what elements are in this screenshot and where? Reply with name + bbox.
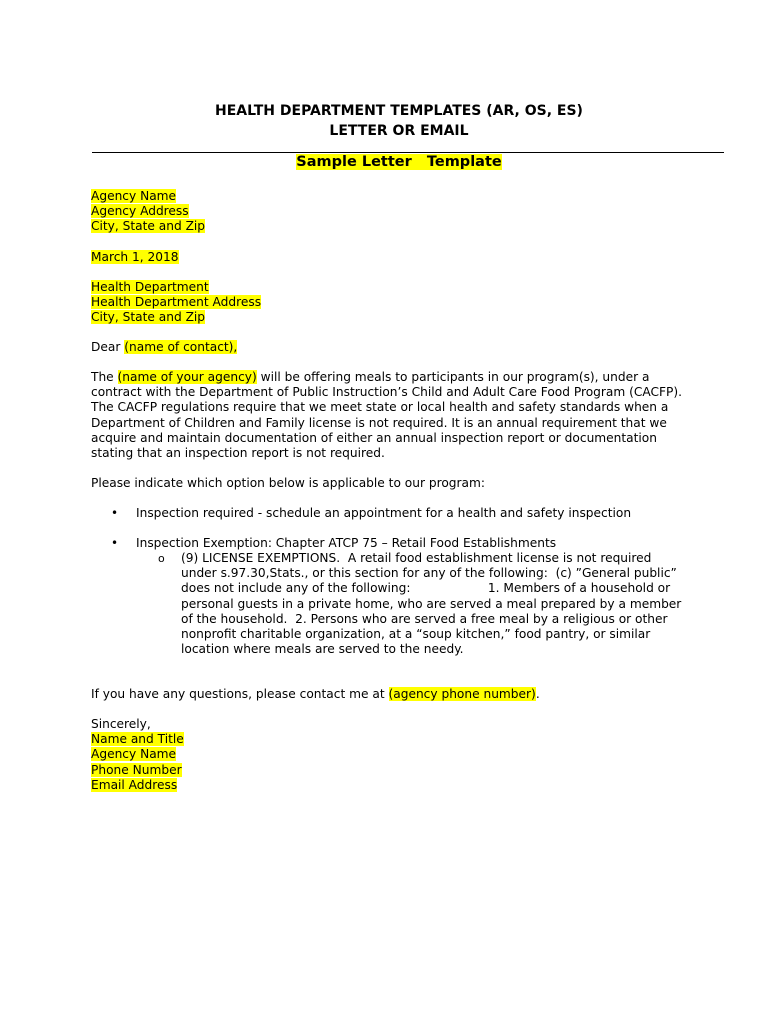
sender-block xyxy=(91,189,205,235)
exemption-line: (9) LICENSE EXEMPTIONS. A retail food establishment license is not required xyxy=(181,551,652,565)
letter-date xyxy=(91,250,179,265)
exemption-line: under s.97.30,Stats., or this section for any of the following: (c) ”General public” xyxy=(181,566,677,581)
bullet-icon: • xyxy=(111,536,119,550)
sender-city: City, State and Zip xyxy=(91,219,206,234)
paragraph-intro-rest: will be offering meals to participants in our program(s), under a xyxy=(256,370,650,384)
closing-name-title: Name and Title xyxy=(91,732,184,747)
contact-paragraph xyxy=(91,687,540,702)
exemption-line: location where meals are served to the needy. xyxy=(181,642,464,657)
template-title-text: Sample Letter Template xyxy=(296,154,502,170)
option-inspection-exemption: Inspection Exemption: Chapter ATCP 75 – Retail Food Establishments xyxy=(136,536,557,550)
template-title xyxy=(0,152,770,172)
options-prompt: Please indicate which option below is applicable to our program: xyxy=(91,476,485,490)
exemption-line: of the household. 2. Persons who are served a free meal by a religious or other xyxy=(181,611,668,626)
salutation-prefix: Dear xyxy=(91,340,125,354)
recipient-city: City, State and Zip xyxy=(91,310,206,325)
agency-name-placeholder: (name of your agency) xyxy=(117,370,257,384)
sub-bullet-icon: o xyxy=(158,552,165,565)
recipient-name: Health Department xyxy=(91,280,209,294)
recipient-address: Health Department Address xyxy=(91,295,262,310)
closing-email: Email Address xyxy=(91,777,178,792)
paragraph-intro-lead: The xyxy=(91,370,118,384)
document-subheading: LETTER OR EMAIL xyxy=(329,123,469,139)
paragraph-intro-line: stating that an inspection report is not required. xyxy=(91,446,385,461)
exemption-line: personal guests in a private home, who are served a meal prepared by a member xyxy=(181,596,682,611)
salutation xyxy=(91,340,237,355)
salutation-placeholder: (name of contact), xyxy=(124,340,238,354)
paragraph-intro-line: acquire and maintain documentation of either an annual inspection report or documentation xyxy=(91,430,657,445)
contact-lead: If you have any questions, please contact me at xyxy=(91,687,389,701)
paragraph-intro xyxy=(91,370,682,461)
phone-placeholder: (agency phone number) xyxy=(388,687,536,701)
closing-block xyxy=(91,717,184,793)
sender-address: Agency Address xyxy=(91,204,189,219)
option-inspection-required: Inspection required - schedule an appointment for a health and safety inspection xyxy=(136,506,632,520)
recipient-block xyxy=(91,280,261,326)
closing-word: Sincerely, xyxy=(91,717,151,731)
closing-phone: Phone Number xyxy=(91,762,182,777)
exemption-line: nonprofit charitable organization, at a “soup kitchen,” food pantry, or similar xyxy=(181,627,651,642)
contact-end: . xyxy=(535,687,540,701)
exemption-detail xyxy=(181,551,721,657)
paragraph-intro-line: contract with the Department of Public Instruction’s Child and Adult Care Food Program (CACFP). xyxy=(91,385,683,400)
closing-agency: Agency Name xyxy=(91,747,177,762)
paragraph-intro-line: The CACFP regulations require that we meet state or local health and safety standards when a xyxy=(91,400,669,415)
exemption-line: does not include any of the following: 1. Members of a household or xyxy=(181,581,671,596)
letter-date-text: March 1, 2018 xyxy=(91,250,179,264)
sender-name: Agency Name xyxy=(91,189,177,203)
paragraph-intro-line: Department of Children and Family license is not required. It is an annual requirement that we xyxy=(91,415,667,430)
bullet-icon: • xyxy=(111,506,119,520)
document-heading: HEALTH DEPARTMENT TEMPLATES (AR, OS, ES) xyxy=(215,103,583,119)
